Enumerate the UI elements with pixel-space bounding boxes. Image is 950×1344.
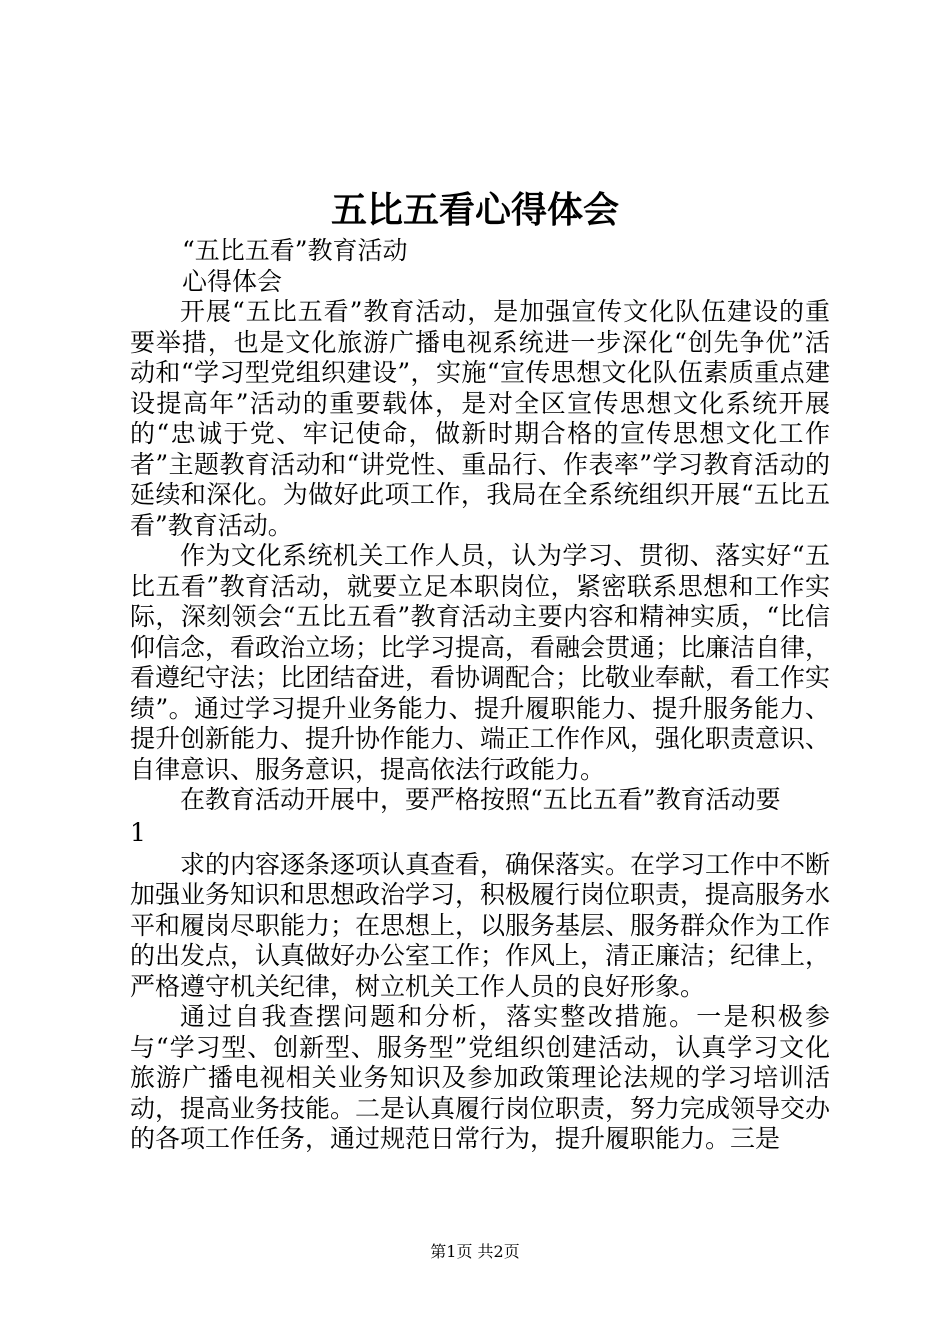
paragraph-5: 通过自我查摆问题和分析，落实整改措施。一是积极参与“学习型、创新型、服务型”党组织创建活动，认真学习文化旅游广播电视相关业务知识及参加政策理论法规的学习培训活动，提高业务技能。二是认真履行岗位职责，努力完成领导交办的各项工作任务，通过规范日常行为，提升履职能力。三是	[130, 1002, 831, 1153]
paragraph-4: 求的内容逐条逐项认真查看，确保落实。在学习工作中不断加强业务知识和思想政治学习，积极履行岗位职责，提高服务水平和履岗尽职能力；在思想上，以服务基层、服务群众作为工作的出发点，认真做好办公室工作；作风上，清正廉洁；纪律上，严格遵守机关纪律，树立机关工作人员的良好形象。	[130, 849, 831, 1001]
paragraph-3: 在教育活动开展中，要严格按照“五比五看”教育活动要	[180, 785, 781, 814]
paragraph-1: 开展“五比五看”教育活动，是加强宣传文化队伍建设的重要举措，也是文化旅游广播电视系统进一步深化“创先争优”活动和“学习型党组织建设”，实施“宣传思想文化队伍素质重点建设提高年”活动的重要载体，是对全区宣传思想文化系统开展的“忠诚于党、牢记使命，做新时期合格的宣传思想文化工作者”主题教育活动和“讲党性、重品行、作表率”学习教育活动的延续和深化。为做好此项工作，我局在全系统组织开展“五比五看”教育活动。	[130, 297, 830, 540]
page-marker: 1	[130, 817, 146, 847]
paragraph-2: 作为文化系统机关工作人员，认为学习、贯彻、落实好“五比五看”教育活动，就要立足本职岗位，紧密联系思想和工作实际，深刻领会“五比五看”教育活动主要内容和精神实质，“比信仰信念，看政治立场；比学习提高，看融会贯通；比廉洁自律，看遵纪守法；比团结奋进，看协调配合；比敬业奉献，看工作实绩”。通过学习提升业务能力、提升履职能力、提升服务能力、提升创新能力、提升协作能力、端正工作作风，强化职责意识、自律意识、服务意识，提高依法行政能力。	[130, 541, 831, 784]
subtitle-line-2: 心得体会	[182, 266, 283, 296]
page-footer: 第1页 共2页	[430, 1242, 520, 1261]
document-title: 五比五看心得体会	[330, 189, 619, 231]
document-body	[130, 236, 830, 1155]
subtitle-line-1: “五比五看”教育活动	[182, 236, 408, 265]
